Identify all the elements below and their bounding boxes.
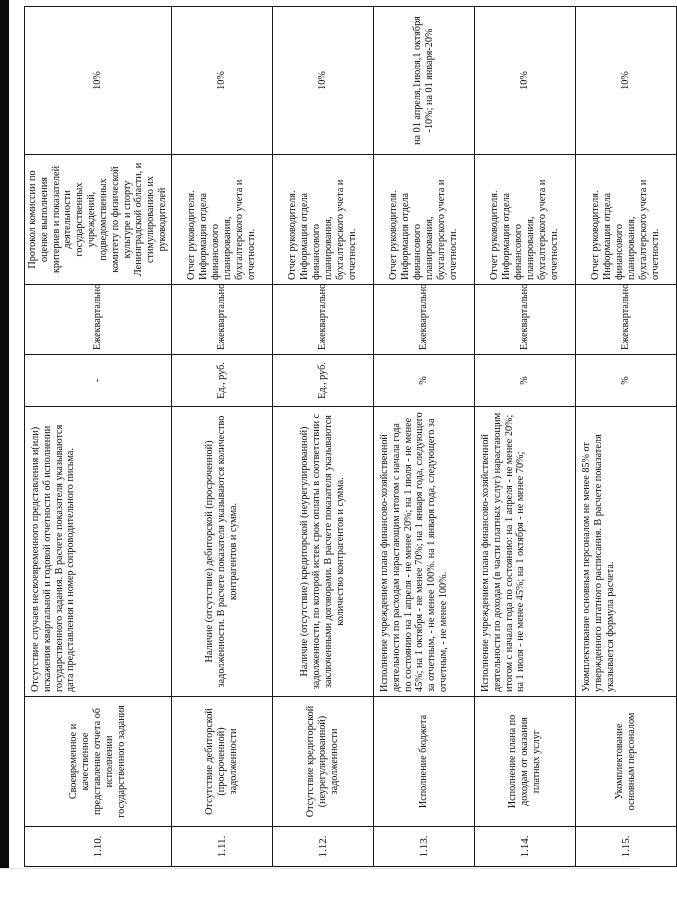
row-number: 1.12. — [272, 827, 373, 867]
criteria-table — [24, 6, 677, 867]
source-cell: Отчет руководителя. Информация отдела финансового планирования, бухгалтерского учета и отчетности. — [272, 155, 373, 285]
weight-cell: 10% — [25, 7, 172, 155]
weight-cell: 10% — [575, 7, 676, 155]
period-cell: Ежеквартально — [25, 285, 172, 355]
weight-cell: 10% — [171, 7, 272, 155]
unit-cell: Ед., руб. — [272, 355, 373, 407]
rotated-table-wrapper — [24, 7, 661, 867]
period-cell: Ежеквартально — [373, 285, 474, 355]
weight-cell: 10% — [474, 7, 575, 155]
weight-cell: на 01 апреля,1июля,1 октября -10%; на 01 января-20% — [373, 7, 474, 155]
unit-cell: % — [474, 355, 575, 407]
indicator-name: Укомплектование основным персоналом — [575, 697, 676, 827]
indicator-name: Исполнение бюджета — [373, 697, 474, 827]
unit-cell: Ед., руб. — [171, 355, 272, 407]
table-row — [171, 7, 272, 867]
source-cell: Отчет руководителя. Информация отдела финансового планирования, бухгалтерского учета и отчетности. — [474, 155, 575, 285]
row-number: 1.14. — [474, 827, 575, 867]
criterion-text: Наличие (отсутствие) дебиторской (просроченной) задолженности. В расчете показателя указываются количество контрагентов и сумма. — [171, 407, 272, 697]
weight-cell: 10% — [272, 7, 373, 155]
table-row — [272, 7, 373, 867]
unit-cell: % — [373, 355, 474, 407]
indicator-name: Отсутствие кредиторской (неурегулированной) задолженности — [272, 697, 373, 827]
table-row — [25, 7, 172, 867]
criterion-text: Наличие (отсутствие) кредиторской (неурегулированной) задолженности, по которой истек срок оплаты в соответствии с заключенными договорами. В расчете показателя указываются количество контрагентов и сумма. — [272, 407, 373, 697]
unit-cell: % — [575, 355, 676, 407]
row-number: 1.15. — [575, 827, 676, 867]
source-cell: Протокол комиссии по оценке выполнения критериев и показателей деятельности государственных учреждений, подведомственных комитету по физической культуре и спорту Ленинградской области, и стимулированию их руководителей — [25, 155, 172, 285]
unit-cell: - — [25, 355, 172, 407]
row-number: 1.10. — [25, 827, 172, 867]
indicator-name: Исполнение плана по доходам от оказания платных услуг — [474, 697, 575, 827]
bottom-margin — [0, 868, 640, 906]
source-cell: Отчет руководителя. Информация отдела финансового планирования, бухгалтерского учета и отчетности. — [373, 155, 474, 285]
row-number: 1.13. — [373, 827, 474, 867]
table-row — [474, 7, 575, 867]
period-cell: Ежеквартально — [171, 285, 272, 355]
row-number: 1.11. — [171, 827, 272, 867]
table-row — [373, 7, 474, 867]
criterion-text: Укомплектование основным персоналом не менее 85% от утвержденного штатного расписания. В расчете показателя указывается формула расчета. — [575, 407, 676, 697]
source-cell: Отчет руководителя. Информация отдела финансового планирования, бухгалтерского учета и отчетности. — [575, 155, 676, 285]
criterion-text: Исполнение учреждением плана финансово-хозяйственной деятельности по доходам (в части платных услуг) нарастающим итогом с начала года по состоянию: на 1 апреля - не менее 20%; на 1 июля - не менее 45%; на 1 октября - не менее 70%; — [474, 407, 575, 697]
criterion-text: Исполнение учреждением плана финансово-хозяйственной деятельности по расходам нарастающим итогом с начала года по состоянию на 1 апреля - не менее 20%; на 1 июля - не менее 45%; на 1 октября - не менее 70%; на 1 января года, следующего за отчетным, - не менее 100%. на 1 января года, следующего за отчетным, - не менее 100%. — [373, 407, 474, 697]
period-cell: Ежеквартально — [575, 285, 676, 355]
period-cell: Ежеквартально — [474, 285, 575, 355]
scan-dark-edge — [0, 0, 9, 905]
period-cell: Ежеквартально — [272, 285, 373, 355]
criterion-text: Отсутствие случаев несвоевременного представления и(или) искажения квартальной и годовой отчетности об исполнении государственного задания. В расчете показателя указываются дата представления и номер сопроводительного письма. — [25, 407, 172, 697]
indicator-name: Отсутствие дебиторской (просроченной) задолженности — [171, 697, 272, 827]
indicator-name: Своевременное и качественное представление отчета об исполнении государственного задания — [25, 697, 172, 827]
source-cell: Отчет руководителя. Информация отдела финансового планирования, бухгалтерского учета и отчетности. — [171, 155, 272, 285]
table-row — [575, 7, 676, 867]
